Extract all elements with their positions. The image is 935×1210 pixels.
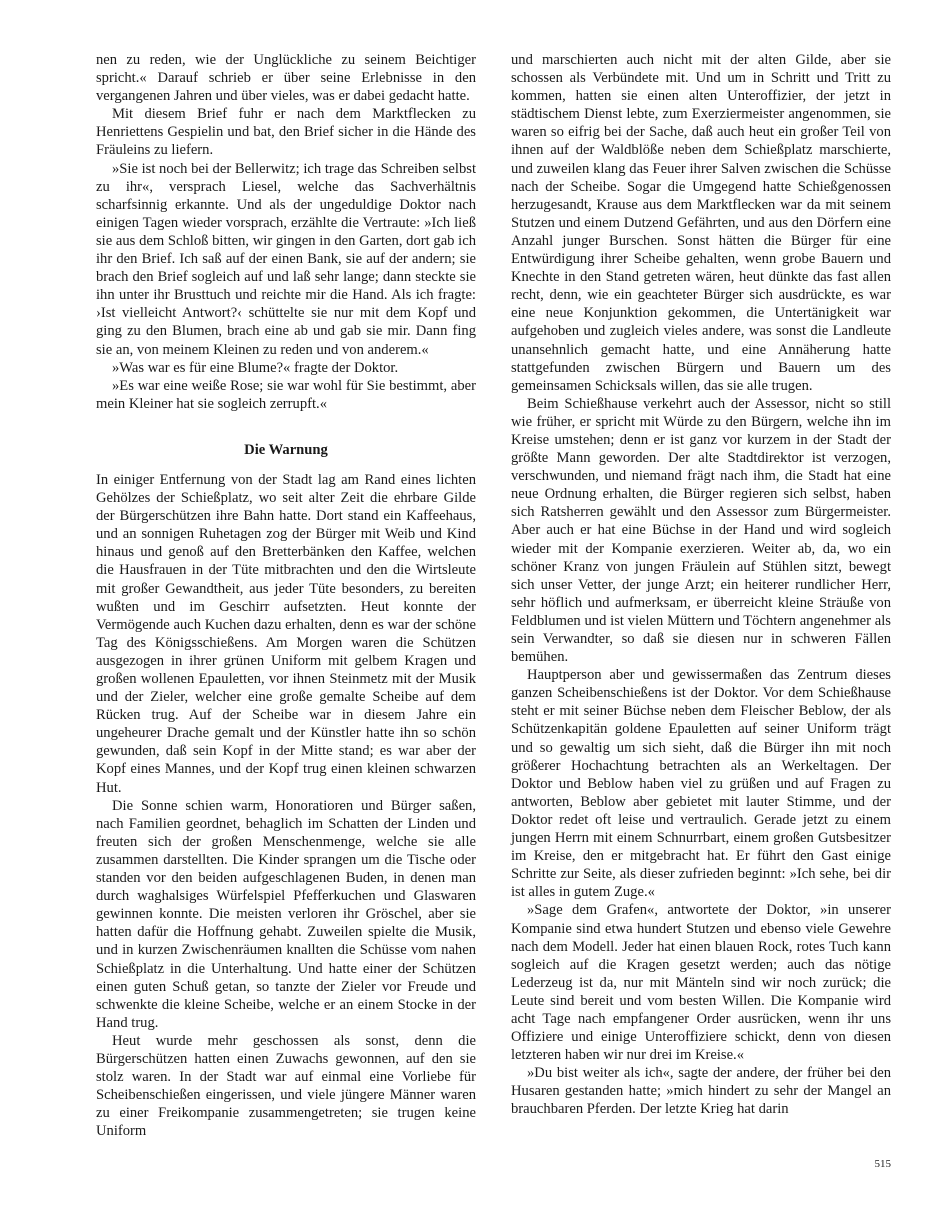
paragraph: In einiger Entfernung von der Stadt lag am Rand eines lichten Gehölzes der Schießplatz, wo seit alter Zeit die ehrbare Gilde der Bürgerschützen ihre Bahn hatte. Dort stand ein Kaffeehaus, und an sonnigen Ruhetagen zog der Bürger mit Weib und Kind hinaus und genoß auf den Bretterbänken den Kaffee, welchen die Hausfrauen in der Tüte mitbrachten und den die Wirtsleute mit großer Gewandtheit, aus jeder Tüte besonders, zu bereiten wußten und im Geschirr aufsetzten. Heut konnte der Vermögende auch Kuchen dazu erhalten, denn es war der schöne Tag des Königsschießens. Am Morgen waren die Schützen ausgezogen in ihrer grünen Uniform mit gelbem Kragen und großen wollenen Epauletten, vor ihnen Steinmetz mit der Musik und der Zieler, welcher eine große gemalte Scheibe auf dem Rücken trug. Auf der Scheibe war in diesem Jahre ein ungeheurer Drache gemalt und der Künstler hatte ihn so schön gewunden, daß sein Kopf in der Mitte stand; es war aber der Kopf eines Mannes, und der Kopf trug einen kleinen schwarzen Hut. (96, 471, 476, 796)
paragraph: »Was war es für eine Blume?« fragte der Doktor. (112, 359, 399, 376)
paragraph: Beim Schießhause verkehrt auch der Assessor, nicht so still wie früher, er spricht mit Würde zu den Bürgern, welche ihn im Kreise umstehen; denn er ist ganz vor kurzem in der Stadt der größte Mann geworden. Der alte Stadtdirektor ist verzogen, verschwunden, und niemand frägt nach ihm, die Stadt hat eine neue Ordnung erhalten, die Bürger regieren sich selbst, haben sich Ratsherren gewählt und den Assessor zum Bürgermeister. Aber auch er hat eine Büchse in der Hand und wird sogleich wieder mit der Kompanie exerzieren. Weiter ab, da, wo ein schöner Kranz von jungen Fräulein auf Stühlen sitzt, bewegt sich unser Vetter, der junge Arzt; ein heiterer rundlicher Herr, sehr höflich und aufmerksam, er überreicht kleine Sträuße von Feldblumen und ist vielen Müttern und Töchtern angenehmer als sein Verwandter, so daß sie diesen nur in schweren Fällen bemühen. (511, 395, 891, 666)
page-number: 515 (874, 1158, 891, 1170)
paragraph: »Du bist weiter als ich«, sagte der andere, der früher bei den Husaren gestanden hatte; »mich hindert zu sehr der Mangel an brauchbaren Pferden. Der letzte Krieg hat darin (511, 1065, 891, 1118)
paragraph: und marschierten auch nicht mit der alten Gilde, aber sie schossen als Verbündete mit. Und um in Schritt und Tritt zu kommen, hatten sie einen alten Unteroffizier, der jetzt in städtischem Dienst lebte, zum Exerziermeister angenommen, sie waren so eifrig bei der Sache, daß auch heut ein großer Teil von ihnen auf der Waldblöße neben dem Schießplatz marschierte, und zuweilen klang das Feuer ihrer Salven zwischen die Schüsse nach der Scheibe. Sogar die Umgegend hatte Schießgenossen herzugesandt, Krause aus dem Marktflecken war da mit seinem Stutzen und einem Dutzend Gefährten, und aus den Dörfern eine Anzahl junger Burschen. Sonst hätten die Bürger für eine Entwürdigung ihrer Scheibe gehalten, wenn grobe Bauern und Knechte in den Stand getreten wären, heut dünkte das fast allen recht, denn, wie ein geachteter Bürger sich ausdrückte, es war eine neue Konjunktion gekommen, die Untertänigkeit war aufgehoben und zugleich vieles andere, was sonst die Landleute unansehnlich gemacht hatte, und eine Annäherung hatte stattgefunden zwischen Bürgern und Bauern um des gemeinsamen Schicksals willen, das sie alle trugen. (511, 52, 891, 394)
paragraph: »Sie ist noch bei der Bellerwitz; ich trage das Schreiben selbst zu ihr«, versprach Liesel, welche das Sachverhältnis scharfsinnig erkannte. Und als der ungeduldige Doktor nach einigen Tagen wieder vorsprach, erzählte die Vertraute: »Ich ließ sie aus dem Schloß bitten, wir gingen in den Garten, dort gab ich ihr den Brief. Ich saß auf der einen Bank, sie auf der andern; sie brach den Brief sogleich auf und laß sehr lange; dann steckte sie ihn unter ihr Brusttuch und reichte mir die Hand. Als ich fragte: ›Ist vielleicht Antwort?‹ schüttelte sie nur mit dem Kopf und ging zu den Blumen, brach eine ab und gab sie mir. Dann fing sie an, von meinem Kleinen zu reden und von anderem.« (96, 160, 476, 358)
paragraph: Mit diesem Brief fuhr er nach dem Marktflecken zu Henriettens Gespielin und bat, den Brief sicher in die Hände des Fräuleins zu liefern. (96, 106, 476, 159)
paragraph: Hauptperson aber und gewissermaßen das Zentrum dieses ganzen Scheibenschießens ist der Doktor. Vor dem Schießhause steht er mit seiner Büchse neben dem Fleischer Beblow, der als Schützenkapitän goldene Epauletten auf seiner Uniform trägt und so gewaltig um sich sieht, daß die Bürger ihn mit noch größerer Hochachtung betrachten als an Werkeltagen. Der Doktor und Beblow haben viel zu grüßen und auf Fragen zu antworten, Beblow aber gebietet mit lauter Stimme, und der Doktor redet oft leise und vertraulich. Gerade jetzt zu einem jungen Herrn mit einem Schnurrbart, einem großen Gutsbesitzer im Kreise, den er mitgebracht hat. Er führt den Gast einige Schritte zur Seite, als dieser zufrieden beginnt: »Ich sehe, bei dir ist alles in gutem Zuge.« (511, 667, 891, 901)
paragraph: Die Sonne schien warm, Honoratioren und Bürger saßen, nach Familien geordnet, behaglich im Schatten der Linden und freuten sich der großen Menschenmenge, welche sie alle zusammen darstellten. Die Kinder sprangen um die Tische oder standen vor den beiden aufgeschlagenen Buden, in denen man durch waghalsiges Würfelspiel Pfefferkuchen und Glaswaren gewinnen konnte. Die meisten verloren ihr Gröschel, aber sie hatten dafür die Hoffnung gehabt. Zuweilen spielte die Musik, und in kurzen Zwischenräumen knallten die Schüsse vom nahen Schießplatz in die Unterhaltung. Und hatte einer der Schützen einen guten Schuß getan, so tanzte der Zieler vor Freude und schwenkte die kleine Scheibe, welche er an einem Stocke in der Hand trug. (96, 797, 476, 1031)
paragraph: »Sage dem Grafen«, antwortete der Doktor, »in unserer Kompanie sind etwa hundert Stutzen und ebenso viele Gewehre nach dem Modell. Jeder hat einen blauen Rock, rotes Tuch kann sogleich auf die Kragen gesetzt werden; auch das nötige Lederzeug ist da, nur mit Mänteln sind wir noch zurück; die Leute sind bereit und vom besten Willen. Die Kompanie wird acht Tage nach empfangener Order ausrücken, wenn ihr uns Offiziere und einige Unteroffiziere schickt, denn von diesen letzteren haben wir nur drei im Kreise.« (511, 902, 891, 1064)
paragraph: Heut wurde mehr geschossen als sonst, denn die Bürgerschützen hatten einen Zuwachs gewonnen, auf den sie stolz waren. In der Stadt war auf einmal eine Vorliebe für Scheibenschießen eingerissen, und viele jüngere Männer waren zu einer Freikompanie zusammengetreten; sie trugen keine Uniform (96, 1032, 476, 1140)
paragraph: nen zu reden, wie der Unglückliche zu seinem Beichtiger spricht.« Darauf schrieb er über seine Erlebnisse in den vergangenen Jahren und über vieles, was er dabei gedacht hatte. (96, 52, 476, 105)
left-column (96, 51, 476, 1140)
paragraph: »Es war eine weiße Rose; sie war wohl für Sie bestimmt, aber mein Kleiner hat sie sogleich zerrupft.« (96, 377, 476, 412)
section-heading: Die Warnung (244, 441, 328, 458)
right-column (511, 51, 891, 1119)
